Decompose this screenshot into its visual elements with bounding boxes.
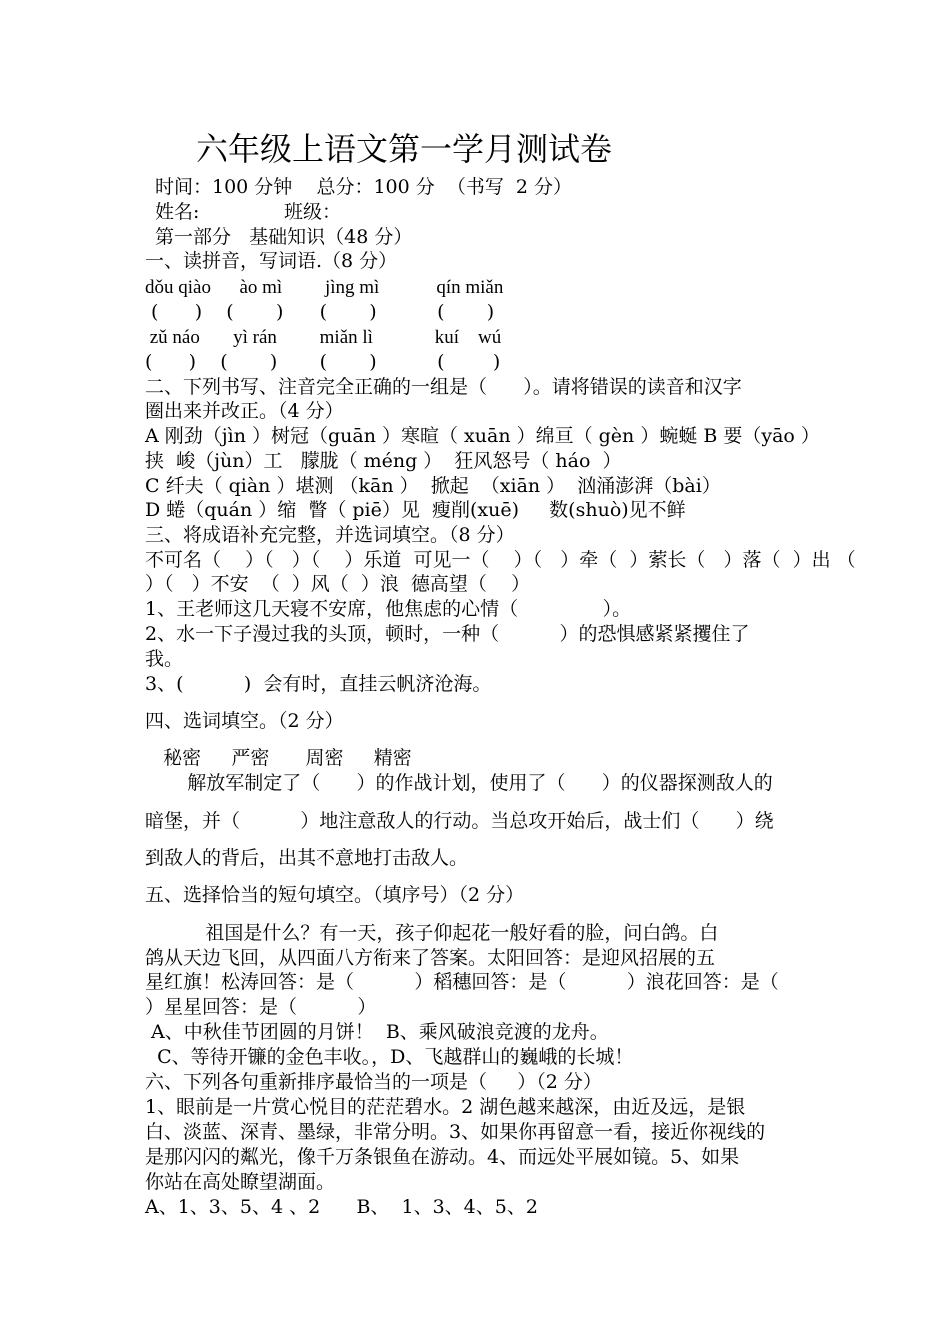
paragraph-line: 到敌人的背后，出其不意地打击敌人。 [145, 847, 469, 869]
paragraph-line: 你站在高处瞭望湖面。 [145, 1171, 336, 1193]
question-heading: 三、将成语补充完整，并选词填空。（8 分） [145, 524, 515, 546]
paragraph-line: 鸽从天边飞回，从四面八方衔来了答案。太阳回答：是迎风招展的五 [145, 947, 716, 969]
question-heading: 一、读拼音，写词语.（8 分） [145, 250, 398, 272]
question-heading-cont: 圈出来并改正。（4 分） [145, 400, 344, 422]
option-line: C、等待开镰的金色丰收。，D、飞越群山的巍峨的长城！ [145, 1046, 634, 1068]
paragraph-line: 是那闪闪的粼光，像千万条银鱼在游动。4、而远处平展如镜。5、如果 [145, 1146, 740, 1168]
question-heading: 二、下列书写、注音完全正确的一组是（ ）。请将错误的读音和汉字 [145, 376, 742, 398]
option-line: A、中秋佳节团圆的月饼！ B、乘风破浪竞渡的龙舟。 [145, 1021, 609, 1043]
option-line: 挟 峻（jùn）工 朦胧（ méng ） 狂风怒号（ háo ） [145, 450, 622, 472]
idiom-line: ）（ ）不安 （ ）风（ ）浪 德高望（ ） [145, 573, 531, 595]
question-heading: 六、下列各句重新排序最恰当的一项是（ ）（2 分） [145, 1071, 602, 1093]
paragraph-line: 暗堡，并（ ）地注意敌人的行动。当总攻开始后，战士们（ ）绕 [145, 810, 774, 832]
page-title: 六年级上语文第一学月测试卷 [196, 130, 613, 168]
paragraph-line: ）星星回答：是（ ） [145, 996, 377, 1018]
answer-blanks-row: ( ) ( ) ( ) ( ) [145, 351, 501, 373]
paragraph-line: 祖国是什么？有一天，孩子仰起花一般好看的脸，问白鸽。白 [145, 922, 719, 944]
option-line: D 蜷（quán ）缩 瞥（ piē）见 瘦削(xuē) 数(shuò)见不鲜 [145, 499, 686, 521]
question-heading: 五、选择恰当的短句填空。（填序号）（2 分） [145, 884, 525, 906]
option-line: A、1、3、5、4 、2 B、 1、3、4、5、2 [145, 1196, 538, 1218]
paragraph-line: 解放军制定了（ ）的作战计划，使用了（ ）的仪器探测敌人的 [145, 772, 773, 794]
paragraph-line: 白、淡蓝、深青、墨绿，非常分明。3、如果你再留意一看，接近你视线的 [145, 1121, 766, 1143]
paragraph-line: 1、眼前是一片赏心悦目的茫茫碧水。2 湖色越来越深，由近及远，是银 [145, 1096, 746, 1118]
exam-meta-time-score: 时间：100 分钟 总分：100 分 （书写 2 分） [155, 176, 573, 198]
sentence-line: 1、王老师这几天寝不安席，他焦虑的心情（ ）。 [145, 598, 632, 620]
sentence-line: 3、( ) 会有时，直挂云帆济沧海。 [145, 673, 492, 695]
pinyin-row: zǔ náo yì rán miǎn lì kuí wú [145, 327, 502, 348]
word-choices: 秘密 严密 周密 精密 [145, 747, 412, 769]
idiom-line: 不可名（ ）（ ）（ ）乐道 可见一（ ）（ ）牵（ ）萦长（ ）落（ ）出 （ [145, 549, 856, 571]
sentence-line: 2、水一下子漫过我的头顶，顿时，一种（ ）的恐惧感紧紧攫住了 [145, 623, 750, 645]
question-heading: 四、选词填空。（2 分） [145, 710, 344, 732]
sentence-line: 我。 [145, 648, 184, 670]
answer-blanks-row: ( ) ( ) ( ) ( ) [145, 301, 495, 323]
paragraph-line: 星红旗！松涛回答：是（ ）稻穗回答：是（ ）浪花回答：是（ [145, 971, 779, 993]
pinyin-row: dǒu qiào ào mì jìng mì qín miǎn [145, 277, 504, 298]
option-line: A 刚劲（jìn ）树冠（guān ）寒暄（ xuān ）绵亘（ gèn ）蜿蜒 B 要（yāo ） [145, 425, 820, 447]
part-heading: 第一部分 基础知识（48 分） [155, 226, 413, 248]
exam-meta-name-class: 姓名: 班级： [155, 201, 341, 223]
option-line: C 纤夫（ qiàn ）堪测 （kān ） 掀起 （xiān ） 汹涌澎湃（bài） [145, 475, 721, 497]
